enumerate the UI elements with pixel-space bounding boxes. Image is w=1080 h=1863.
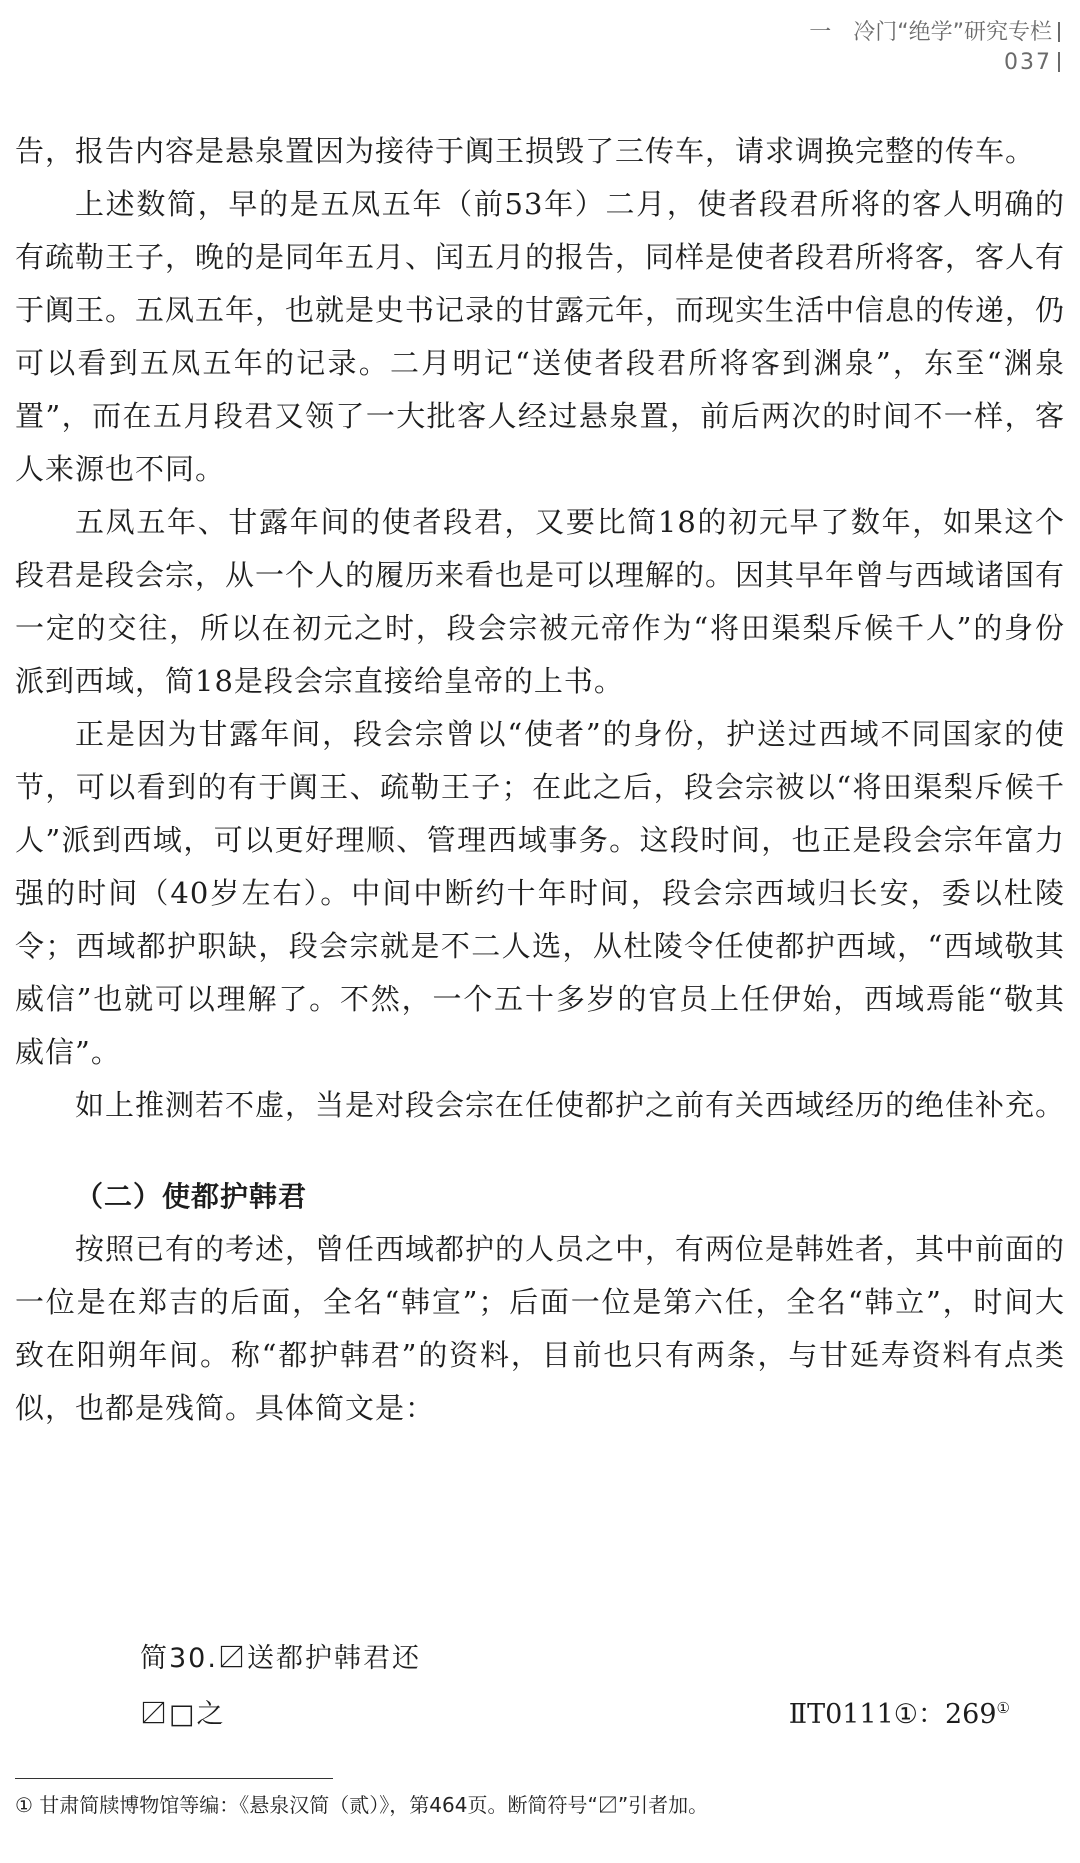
page-number: 037 xyxy=(1004,50,1052,75)
footnote: ① 甘肃简牍博物馆等编：《悬泉汉简（贰）》，第464页。断简符号“〼”引者加。 xyxy=(15,1793,709,1817)
slip-catalog-number xyxy=(789,1692,1010,1731)
slip-text-line-2 xyxy=(140,1692,1010,1731)
section-title: 一 冷门“绝学”研究专栏 xyxy=(809,20,1052,45)
paragraph: 按照已有的考述，曾任西域都护的人员之中，有两位是韩姓者，其中前面的一位是在郑吉的后面，全名“韩宣”；后面一位是第六任，全名“韩立”，时间大致在阳朔年间。称“都护韩君”的资料，目前也只有两条，与甘延寿资料有点类似，也都是残简。具体简文是： xyxy=(15,1232,1066,1425)
section-heading: （二）使都护韩君 xyxy=(75,1180,308,1213)
body-text xyxy=(15,125,1065,1435)
footnote-marker[interactable]: ① xyxy=(996,1699,1010,1717)
header-bar xyxy=(1058,22,1060,42)
page-number-bar xyxy=(1058,52,1060,72)
paragraph-continued: 告，报告内容是悬泉置因为接待于阗王损毁了三传车，请求调换完整的传车。 xyxy=(15,134,1036,168)
running-head-section xyxy=(809,18,1060,48)
running-head xyxy=(809,18,1060,78)
running-head-page xyxy=(809,48,1060,78)
paragraph: 如上推测若不虚，当是对段会宗在任使都护之前有关西域经历的绝佳补充。 xyxy=(75,1088,1066,1122)
slip-text: 简30.〼送都护韩君还 xyxy=(140,1643,421,1674)
paragraph: 上述数简，早的是五凤五年（前53年）二月，使者段君所将的客人明确的有疏勒王子，晚的是同年五月、闰五月的报告，同样是使者段君所将客，客人有于阗王。五凤五年，也就是史书记录的甘露元年，而现实生活中信息的传递，仍可以看到五凤五年的记录。二月明记“送使者段君所将客到渊泉”，东至“渊泉置”，而在五月段君又领了一大批客人经过悬泉置，前后两次的时间不一样，客人来源也不同。 xyxy=(15,187,1066,486)
slip-text: 〼□之 xyxy=(140,1699,226,1730)
catalog-text: ⅡT0111①：269 xyxy=(788,1699,997,1730)
footnote-rule xyxy=(15,1778,333,1779)
paragraph: 五凤五年、甘露年间的使者段君，又要比简18的初元早了数年，如果这个段君是段会宗，从一个人的履历来看也是可以理解的。因其早年曾与西域诸国有一定的交往，所以在初元之时，段会宗被元帝作为“将田渠梨斥候千人”的身份派到西域，简18是段会宗直接给皇帝的上书。 xyxy=(15,505,1066,698)
slip-text-line-1 xyxy=(140,1636,1010,1675)
paragraph: 正是因为甘露年间，段会宗曾以“使者”的身份，护送过西域不同国家的使节，可以看到的有于阗王、疏勒王子；在此之后，段会宗被以“将田渠梨斥候千人”派到西域，可以更好理顺、管理西域事务。这段时间，也正是段会宗年富力强的时间（40岁左右）。中间中断约十年时间，段会宗西域归长安，委以杜陵令；西域都护职缺，段会宗就是不二人选，从杜陵令任使都护西域，“西域敬其威信”也就可以理解了。不然，一个五十多岁的官员上任伊始，西域焉能“敬其威信”。 xyxy=(15,717,1065,1069)
